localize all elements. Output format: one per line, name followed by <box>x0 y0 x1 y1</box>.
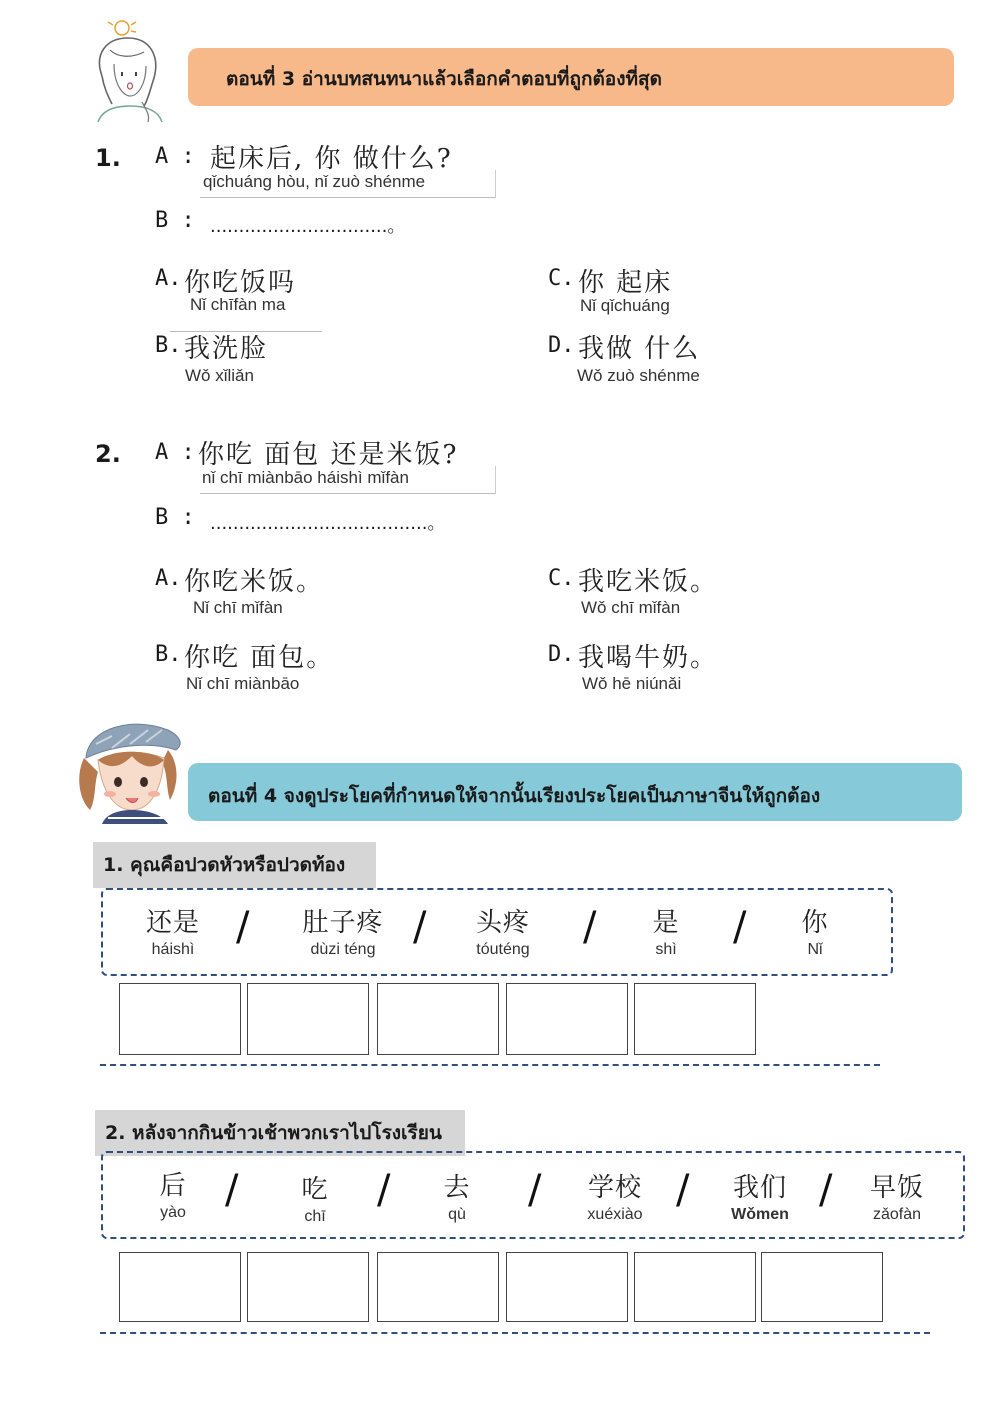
ex2-word-4[interactable] <box>555 1167 675 1224</box>
ex1-word-3-hanzi: 头疼 <box>475 908 530 938</box>
ex2-word-4-hanzi: 学校 <box>587 1173 642 1203</box>
ex1-word-5[interactable] <box>755 902 875 959</box>
ex1-separator-1: / <box>236 904 250 950</box>
part4-title: ตอนที่ 4 จงดูประโยคที่กำหนดให้จากนั้นเรียงประโยคเป็นภาษาจีนให้ถูกต้อง <box>208 785 821 807</box>
q2-choice-a-label: A. <box>155 566 182 591</box>
ex1-word-2-hanzi: 肚子疼 <box>302 908 384 938</box>
question-1-a-text: 起床后, 你 做什么? <box>210 144 453 174</box>
ex2-answer-box-1[interactable] <box>119 1252 241 1322</box>
question-2-b-label: B : <box>155 505 195 530</box>
part3-title: ตอนที่ 3 อ่านบทสนทนาแล้วเลือกคำตอบที่ถูกต้องที่สุด <box>226 68 662 90</box>
ex2-answer-box-4[interactable] <box>506 1252 628 1322</box>
q2-choice-b-label: B. <box>155 642 182 667</box>
question-2-answer-blank[interactable]: ......................................。 <box>210 513 446 534</box>
ex1-answer-box-2[interactable] <box>247 983 369 1055</box>
ex1-separator-4: / <box>733 904 747 950</box>
q2-choice-d-label: D. <box>548 642 575 667</box>
ex1-word-2[interactable] <box>283 902 403 959</box>
ex1-separator-2: / <box>413 904 427 950</box>
question-2-a-label: A : <box>155 440 195 465</box>
ex2-word-4-pinyin: xuéxiào <box>587 1206 643 1223</box>
exercise-1-divider <box>100 1064 880 1066</box>
q2-choice-d-pinyin: Wǒ hē niúnǎi <box>582 674 682 693</box>
ex1-word-2-pinyin: dùzi téng <box>310 941 376 958</box>
question-2-pinyin-rule-end <box>495 466 496 494</box>
question-2-a-pinyin: nǐ chī miànbāo háishì mǐfàn <box>202 468 409 487</box>
q2-choice-b-text[interactable]: 你吃 面包。 <box>184 643 335 673</box>
exercise-2-prompt: 2. หลังจากกินข้าวเช้าพวกเราไปโรงเรียน <box>95 1110 465 1156</box>
q1-choice-a-pinyin: Nǐ chīfàn ma <box>190 295 286 314</box>
ex1-word-4-hanzi: 是 <box>652 908 680 938</box>
ex1-word-3[interactable] <box>443 902 563 959</box>
q2-choice-a-pinyin: Nǐ chī mǐfàn <box>193 598 283 617</box>
q2-choice-b-pinyin: Nǐ chī miànbāo <box>186 674 300 693</box>
q1-choice-b-pinyin: Wǒ xǐliǎn <box>185 366 254 385</box>
ex1-word-4[interactable] <box>606 902 726 959</box>
ex2-separator-1: / <box>225 1167 239 1213</box>
ex1-word-1-pinyin: háishì <box>151 941 195 958</box>
question-2-a-text: 你吃 面包 还是米饭? <box>198 440 459 470</box>
part3-banner <box>188 48 954 106</box>
q1-choice-d-text[interactable]: 我做 什么 <box>578 334 701 364</box>
ex2-answer-box-3[interactable] <box>377 1252 499 1322</box>
question-1-number: 1. <box>95 144 121 172</box>
ex1-separator-3: / <box>583 904 597 950</box>
ex1-word-3-pinyin: tóuténg <box>476 941 530 958</box>
exercise-1-prompt: 1. คุณคือปวดหัวหรือปวดท้อง <box>93 842 376 888</box>
ex2-word-1-pinyin: yào <box>160 1204 186 1221</box>
question-2-pinyin-rule <box>200 493 496 494</box>
q1-choice-b-label: B. <box>155 333 182 358</box>
girl-with-hat-illustration <box>72 714 192 824</box>
ex2-word-6-hanzi: 早饭 <box>869 1173 924 1203</box>
ex2-word-2-pinyin: chī <box>304 1208 326 1225</box>
ex1-answer-box-3[interactable] <box>377 983 499 1055</box>
question-1-pinyin-rule <box>200 197 496 198</box>
q1-choice-c-label: C. <box>548 266 575 291</box>
ex1-word-5-pinyin: Nǐ <box>807 941 823 958</box>
exercise-1-word-bank <box>101 888 893 976</box>
question-2-number: 2. <box>95 440 121 468</box>
question-1-answer-blank[interactable]: ...............................。 <box>210 216 406 237</box>
q2-choice-c-pinyin: Wǒ chī mǐfàn <box>581 598 681 617</box>
ex2-separator-5: / <box>819 1167 833 1213</box>
ex2-answer-box-5[interactable] <box>634 1252 756 1322</box>
ex1-word-4-pinyin: shì <box>655 941 677 958</box>
ex2-word-3-pinyin: qù <box>448 1206 466 1223</box>
exercise-2-word-bank <box>101 1151 965 1239</box>
ex1-answer-box-1[interactable] <box>119 983 241 1055</box>
ex2-word-3[interactable] <box>397 1167 517 1224</box>
ex1-answer-box-4[interactable] <box>506 983 628 1055</box>
ex2-answer-box-2[interactable] <box>247 1252 369 1322</box>
q1-choice-c-text[interactable]: 你 起床 <box>578 268 673 298</box>
ex2-word-1-hanzi: 后 <box>159 1171 187 1201</box>
ex2-word-1[interactable] <box>113 1165 233 1222</box>
q1-choice-b-text[interactable]: 我洗脸 <box>184 334 269 364</box>
exercise-2-divider <box>100 1332 930 1334</box>
ex1-answer-box-5[interactable] <box>634 983 756 1055</box>
question-1-a-pinyin: qǐchuáng hòu, nǐ zuò shénme <box>203 172 426 191</box>
ex2-separator-3: / <box>528 1167 542 1213</box>
ex2-word-6[interactable] <box>837 1167 957 1224</box>
ex2-separator-4: / <box>676 1167 690 1213</box>
q1-choice-d-label: D. <box>548 333 575 358</box>
q2-choice-c-label: C. <box>548 566 575 591</box>
q2-choice-a-text[interactable]: 你吃米饭。 <box>184 567 325 597</box>
q1-choice-a-label: A. <box>155 266 182 291</box>
ex2-answer-box-6[interactable] <box>761 1252 883 1322</box>
ex1-word-1-hanzi: 还是 <box>145 908 200 938</box>
ex2-word-6-pinyin: zǎofàn <box>872 1206 922 1223</box>
thinking-girl-illustration <box>84 14 174 124</box>
question-1-a-label: A : <box>155 144 195 169</box>
q1-choice-c-pinyin: Nǐ qǐchuáng <box>580 296 670 315</box>
ex1-word-1[interactable] <box>113 902 233 959</box>
q1-choice-a-text[interactable]: 你吃饭吗 <box>184 268 297 298</box>
ex2-word-5[interactable] <box>700 1167 820 1224</box>
ex2-word-5-hanzi: 我们 <box>732 1173 787 1203</box>
ex2-word-2[interactable] <box>255 1169 375 1226</box>
q2-choice-c-text[interactable]: 我吃米饭。 <box>578 567 719 597</box>
part4-banner <box>188 763 962 821</box>
q2-choice-d-text[interactable]: 我喝牛奶。 <box>578 643 719 673</box>
ex2-word-2-hanzi: 吃 <box>301 1175 329 1205</box>
ex2-separator-2: / <box>377 1167 391 1213</box>
question-1-b-label: B : <box>155 208 195 233</box>
q1-choice-d-pinyin: Wǒ zuò shénme <box>577 366 700 385</box>
ex1-word-5-hanzi: 你 <box>801 908 829 938</box>
ex2-word-5-pinyin: Wǒmen <box>731 1206 789 1223</box>
ex2-word-3-hanzi: 去 <box>443 1173 471 1203</box>
question-1-pinyin-rule-end <box>495 170 496 198</box>
